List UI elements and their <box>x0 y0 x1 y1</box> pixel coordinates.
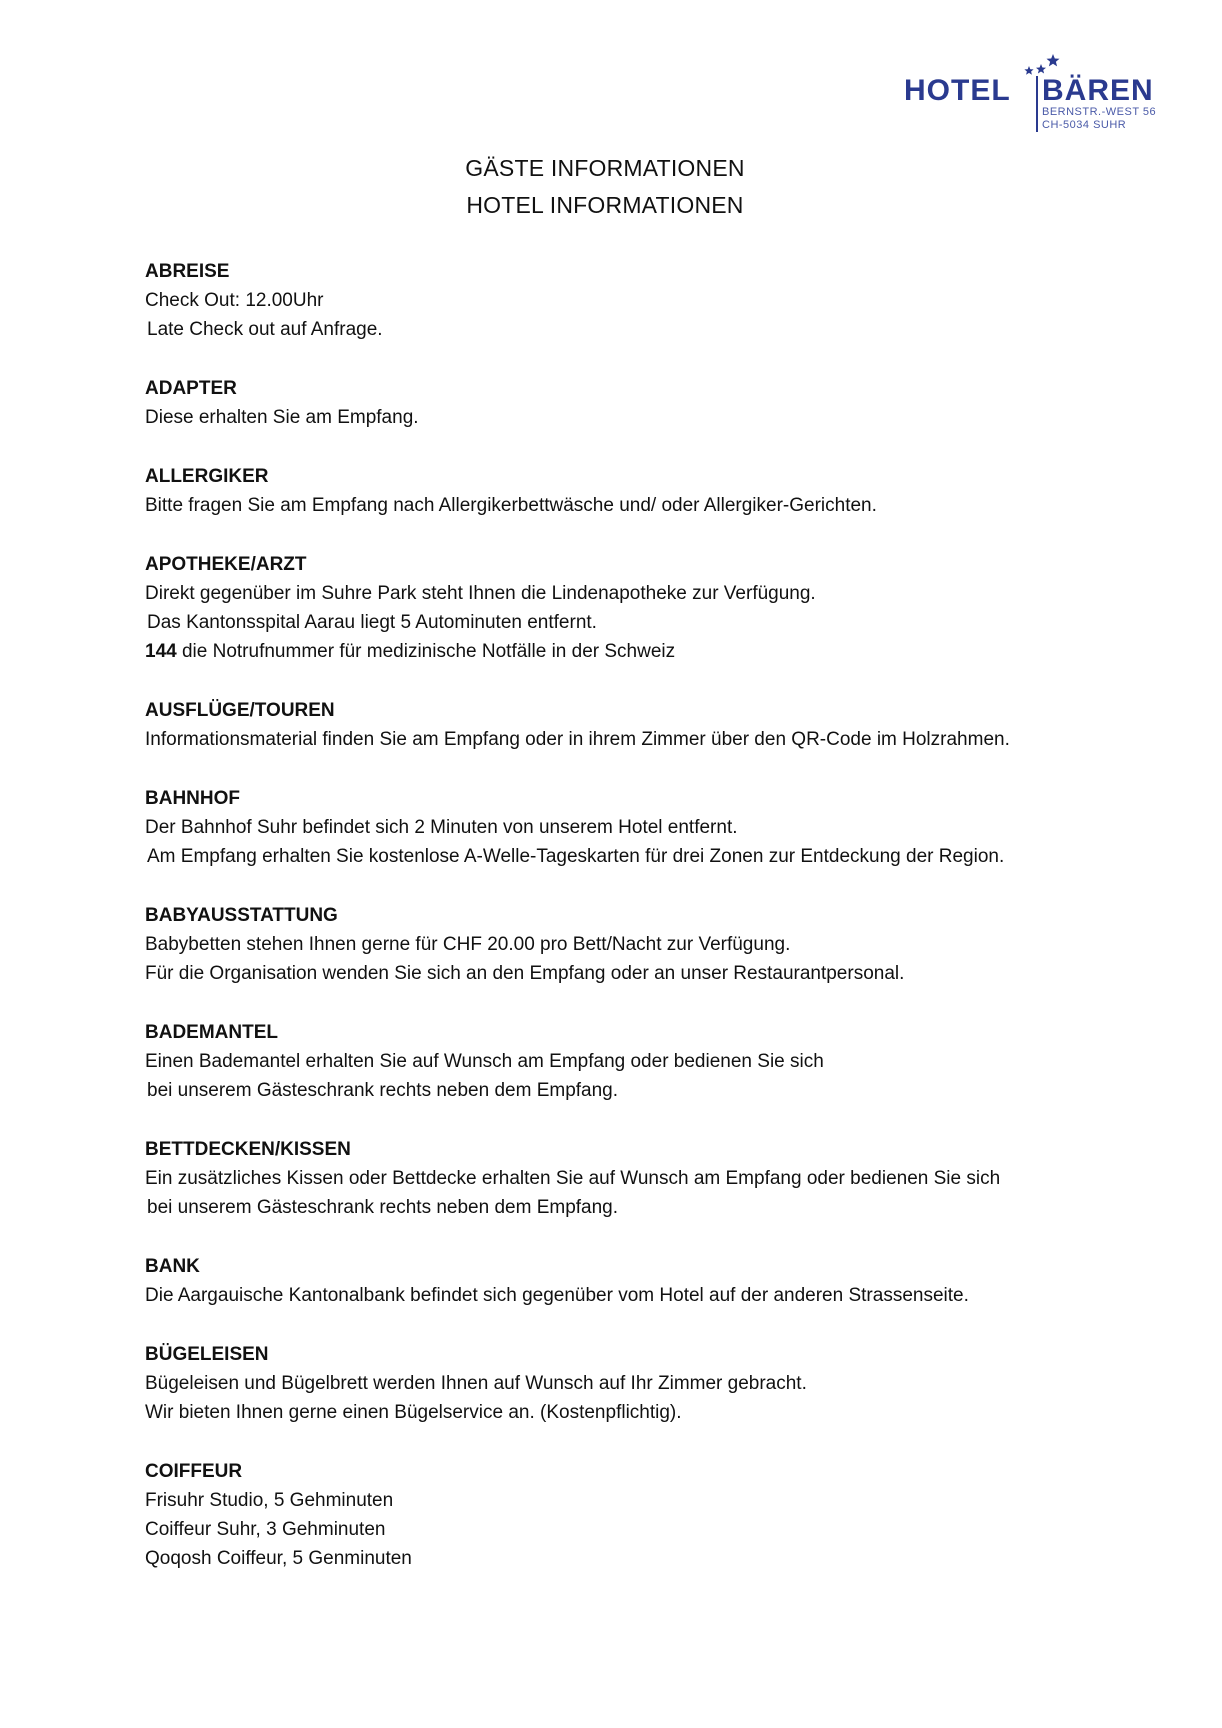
section-bademantel <box>145 1018 1145 1105</box>
document-header <box>0 150 1210 224</box>
section-line: Frisuhr Studio, 5 Gehminuten <box>145 1490 394 1511</box>
page-subtitle: HOTEL INFORMATIONEN <box>466 192 744 218</box>
section-bettdecken-kissen <box>145 1135 1145 1222</box>
section-line: Bitte fragen Sie am Empfang nach Allergikerbettwäsche und/ oder Allergiker-Gerichten. <box>145 495 877 516</box>
section-line: Für die Organisation wenden Sie sich an den Empfang oder an unser Restaurantpersonal. <box>145 963 905 984</box>
section-line: Coiffeur Suhr, 3 Gehminuten <box>145 1519 386 1540</box>
section-line: Qoqosh Coiffeur, 5 Genminuten <box>145 1548 412 1569</box>
section-allergiker <box>145 462 1145 520</box>
section-line: Einen Bademantel erhalten Sie auf Wunsch am Empfang oder bedienen Sie sich <box>145 1051 824 1072</box>
section-line: Check Out: 12.00Uhr <box>145 290 324 311</box>
logo-name: HOTEL <box>904 74 1011 107</box>
section-line: Am Empfang erhalten Sie kostenlose A-Welle-Tageskarten für drei Zonen zur Entdeckung der Region. <box>147 846 1005 867</box>
section-line: Bügeleisen und Bügelbrett werden Ihnen auf Wunsch auf Ihr Zimmer gebracht. <box>145 1373 807 1394</box>
section-line: Die Aargauische Kantonalbank befindet sich gegenüber vom Hotel auf der anderen Strassenseite. <box>145 1285 969 1306</box>
section-heading: BÜGELEISEN <box>145 1344 269 1365</box>
section-abreise <box>145 257 1145 344</box>
section-heading: ABREISE <box>145 261 230 282</box>
logo-name-2: BÄREN <box>1042 74 1154 107</box>
info-sections <box>145 257 1145 1603</box>
section-line: bei unserem Gästeschrank rechts neben dem Empfang. <box>147 1197 619 1218</box>
section-line: Das Kantonsspital Aarau liegt 5 Autominuten entfernt. <box>147 612 597 633</box>
section-heading: BADEMANTEL <box>145 1022 278 1043</box>
section-buegeleisen <box>145 1340 1145 1427</box>
stars-icon <box>1024 54 1059 75</box>
section-heading: ADAPTER <box>145 378 237 399</box>
section-line: Der Bahnhof Suhr befindet sich 2 Minuten von unserem Hotel entfernt. <box>145 817 738 838</box>
emergency-text: die Notrufnummer für medizinische Notfälle in der Schweiz <box>176 641 676 662</box>
section-babyausstattung <box>145 901 1145 988</box>
section-heading: AUSFLÜGE/TOUREN <box>145 700 335 721</box>
section-bank <box>145 1252 1145 1310</box>
section-heading: BABYAUSSTATTUNG <box>145 905 338 926</box>
hotel-logo <box>900 48 1180 138</box>
section-line: Babybetten stehen Ihnen gerne für CHF 20.00 pro Bett/Nacht zur Verfügung. <box>145 934 791 955</box>
section-line: Direkt gegenüber im Suhre Park steht Ihnen die Lindenapotheke zur Verfügung. <box>145 583 816 604</box>
logo-address-1: BERNSTR.-WEST 56 <box>1042 106 1157 118</box>
section-line: Late Check out auf Anfrage. <box>147 319 383 340</box>
section-line: Diese erhalten Sie am Empfang. <box>145 407 419 428</box>
section-heading: BAHNHOF <box>145 788 240 809</box>
section-coiffeur <box>145 1457 1145 1573</box>
section-line: Informationsmaterial finden Sie am Empfang oder in ihrem Zimmer über den QR-Code im Holzrahmen. <box>145 729 1010 750</box>
emergency-line <box>145 637 1145 666</box>
page-title: GÄSTE INFORMATIONEN <box>465 155 745 181</box>
emergency-number: 144 <box>145 641 177 662</box>
section-heading: COIFFEUR <box>145 1461 243 1482</box>
section-heading: BETTDECKEN/KISSEN <box>145 1139 351 1160</box>
section-ausfluege-touren <box>145 696 1145 754</box>
section-heading: ALLERGIKER <box>145 466 269 487</box>
section-bahnhof <box>145 784 1145 871</box>
section-heading: BANK <box>145 1256 200 1277</box>
section-line: Wir bieten Ihnen gerne einen Bügelservice an. (Kostenpflichtig). <box>145 1402 682 1423</box>
section-heading: APOTHEKE/ARZT <box>145 554 307 575</box>
section-line: bei unserem Gästeschrank rechts neben dem Empfang. <box>147 1080 619 1101</box>
section-adapter <box>145 374 1145 432</box>
section-apotheke-arzt <box>145 550 1145 666</box>
logo-address-2: CH-5034 SUHR <box>1042 119 1127 131</box>
section-line: Ein zusätzliches Kissen oder Bettdecke erhalten Sie auf Wunsch am Empfang oder bedienen Sie sich <box>145 1168 1001 1189</box>
